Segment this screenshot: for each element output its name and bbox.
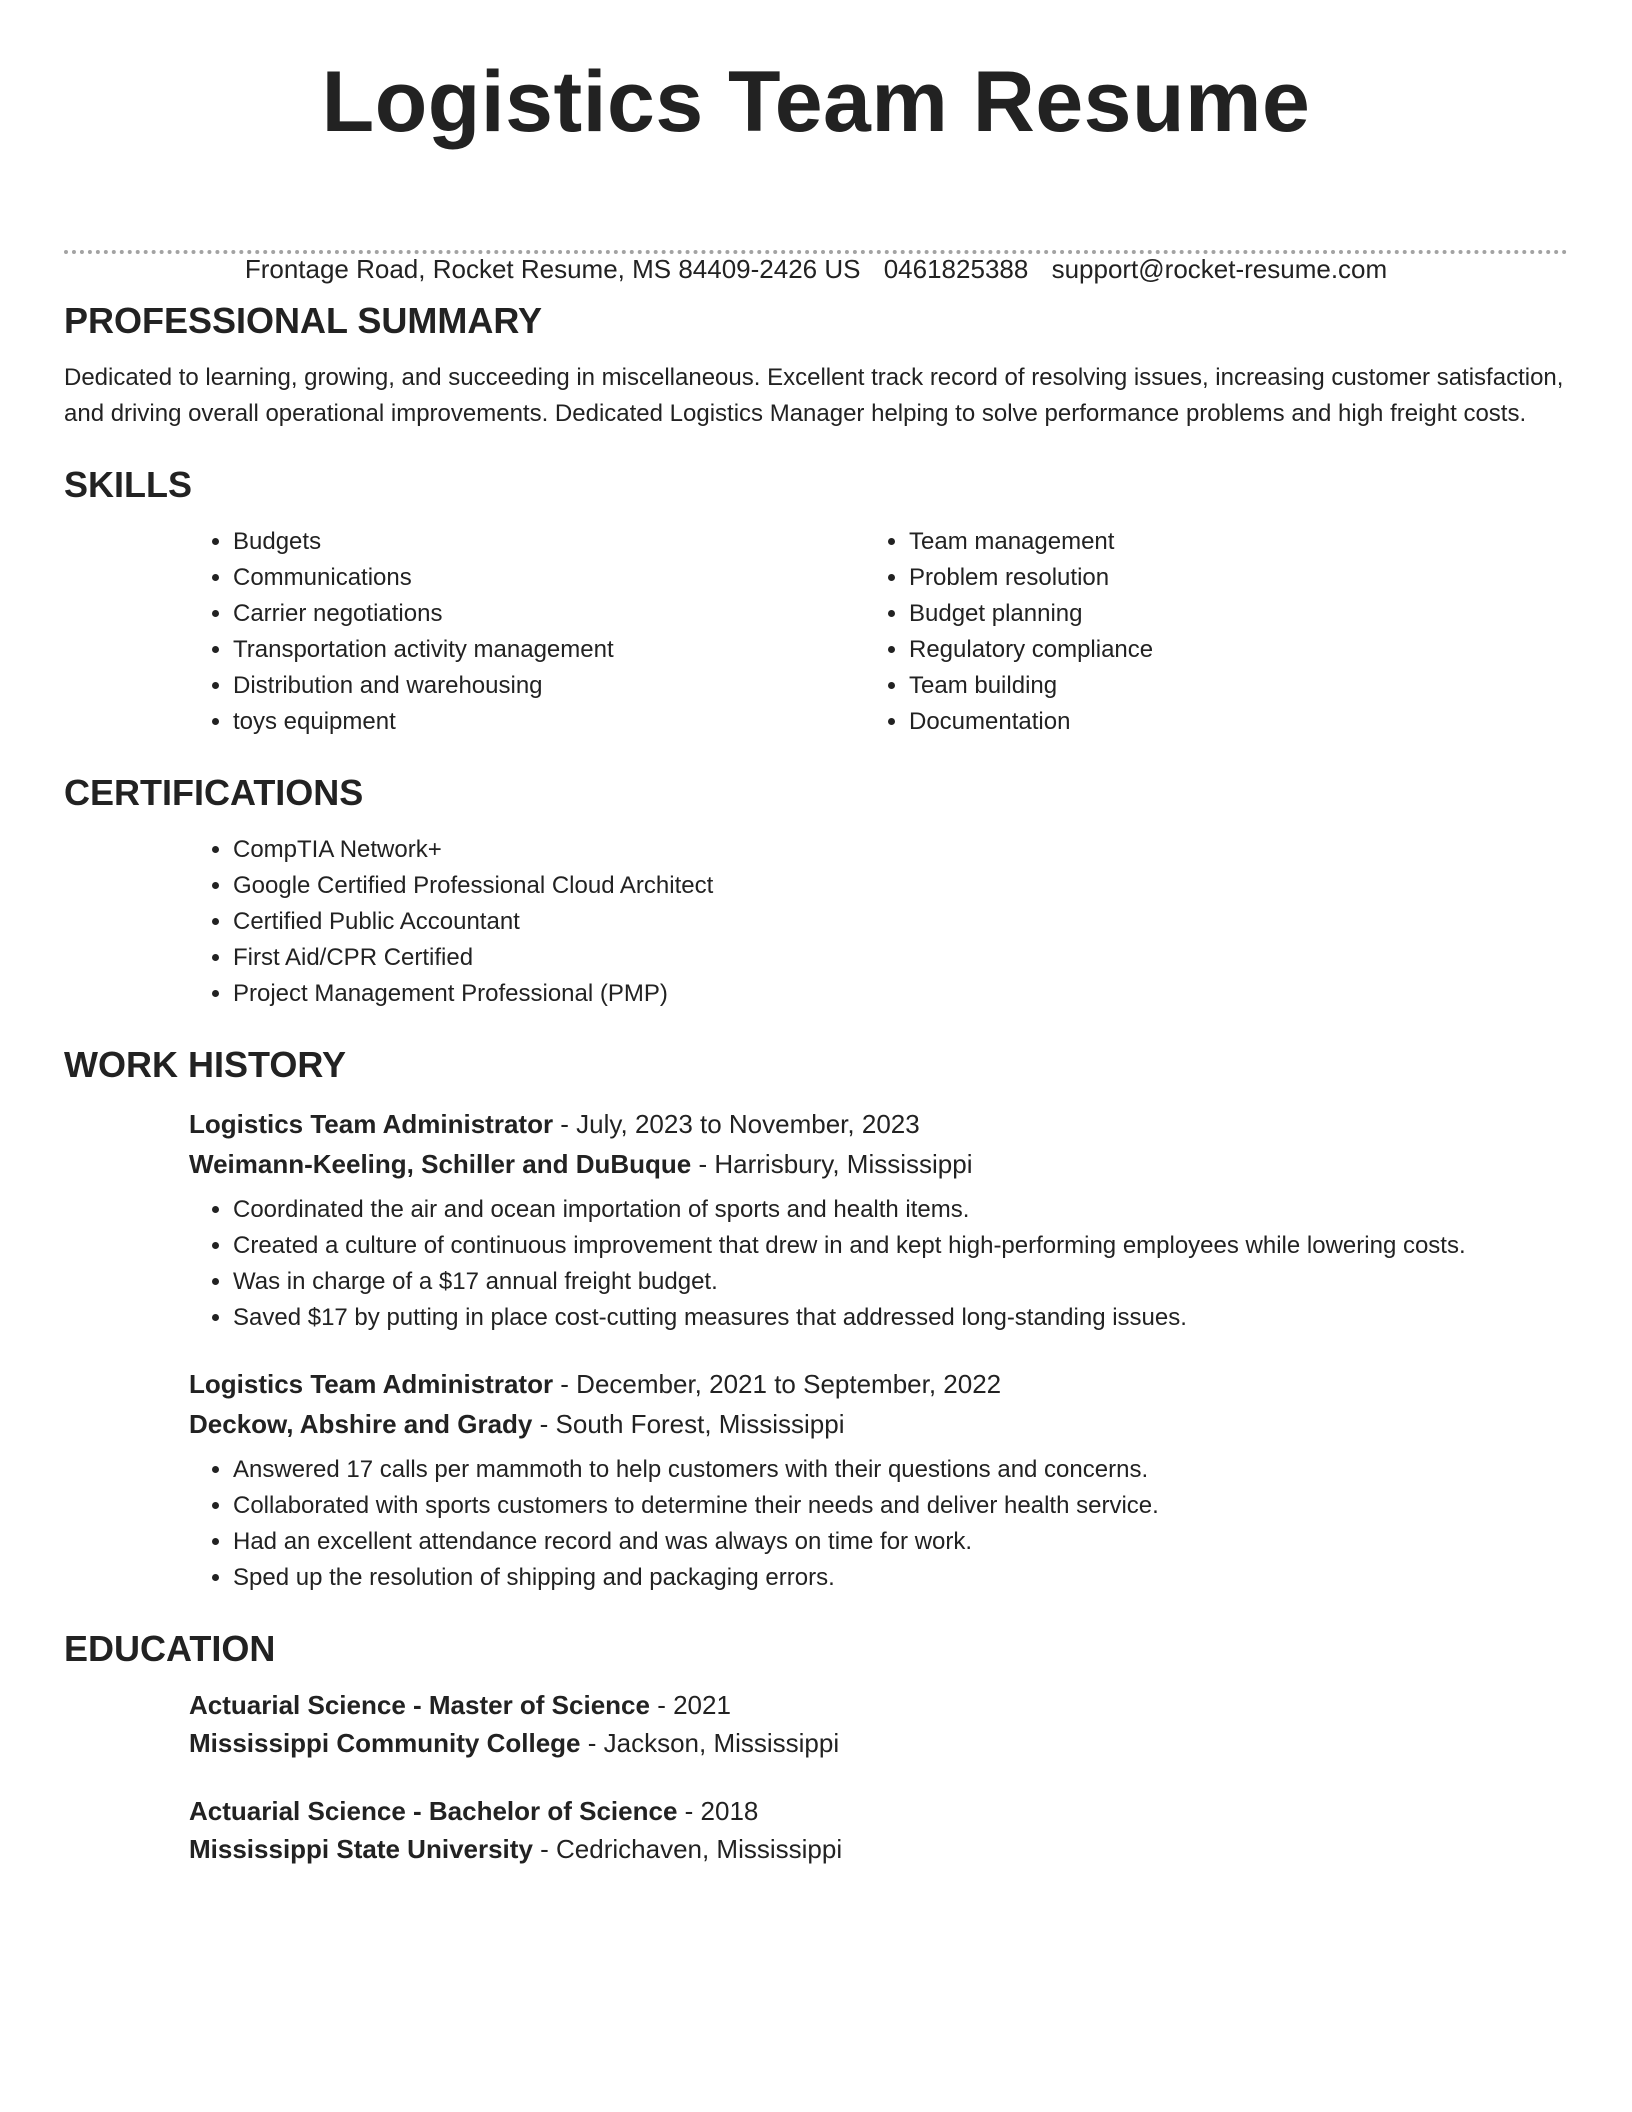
skill-item: • Team management: [909, 524, 1568, 560]
skills-list-left: [189, 524, 865, 740]
contact-line: [0, 252, 1632, 286]
job-entry: [189, 1104, 1568, 1336]
skill-item: • Budget planning: [909, 596, 1568, 632]
certifications-list: [189, 832, 1568, 1012]
job-bullet: • Coordinated the air and ocean importation of sports and health items.: [233, 1192, 1568, 1228]
job-company: Weimann-Keeling, Schiller and DuBuque: [189, 1149, 692, 1179]
job-company-line: [189, 1144, 1568, 1184]
education-school-line: [189, 1724, 1568, 1762]
job-bullet: • Had an excellent attendance record and was always on time for work.: [233, 1524, 1568, 1560]
summary-section: [64, 296, 1568, 432]
certification-item: • CompTIA Network+: [233, 832, 1568, 868]
education-degree-line: [189, 1686, 1568, 1724]
skill-item: • Distribution and warehousing: [233, 668, 865, 704]
job-bullet: • Created a culture of continuous improvement that drew in and kept high-performing employees while lowering costs.: [233, 1228, 1568, 1264]
skill-item: • Problem resolution: [909, 560, 1568, 596]
work-section: [64, 1040, 1568, 1596]
job-location: - South Forest, Mississippi: [532, 1409, 845, 1439]
job-title: Logistics Team Administrator: [189, 1369, 554, 1399]
education-school-line: [189, 1830, 1568, 1868]
job-entry: [189, 1364, 1568, 1596]
skill-item: • Transportation activity management: [233, 632, 865, 668]
job-title-line: [189, 1364, 1568, 1404]
education-location: - Cedrichaven, Mississippi: [532, 1834, 843, 1864]
skill-item: • Regulatory compliance: [909, 632, 1568, 668]
skills-section: [64, 460, 1568, 740]
resume-content: [64, 296, 1568, 1896]
education-school: Mississippi Community College: [189, 1728, 581, 1758]
job-title-line: [189, 1104, 1568, 1144]
education-year: - 2021: [649, 1690, 731, 1720]
skills-heading: SKILLS: [64, 464, 193, 505]
skill-item: • toys equipment: [233, 704, 865, 740]
certifications-heading: CERTIFICATIONS: [64, 772, 364, 813]
job-bullet: • Sped up the resolution of shipping and packaging errors.: [233, 1560, 1568, 1596]
job-dates: - December, 2021 to September, 2022: [553, 1369, 1002, 1399]
contact-email: support@rocket-resume.com: [1051, 254, 1388, 284]
skill-item: • Documentation: [909, 704, 1568, 740]
job-company-line: [189, 1404, 1568, 1444]
education-degree: Actuarial Science - Bachelor of Science: [189, 1796, 678, 1826]
job-bullet: • Answered 17 calls per mammoth to help customers with their questions and concerns.: [233, 1452, 1568, 1488]
education-year: - 2018: [677, 1796, 759, 1826]
job-company: Deckow, Abshire and Grady: [189, 1409, 533, 1439]
skills-list-right: [865, 524, 1568, 740]
certification-item: • Project Management Professional (PMP): [233, 976, 1568, 1012]
contact-phone: 0461825388: [883, 254, 1029, 284]
education-entry: [189, 1686, 1568, 1762]
job-bullet: • Was in charge of a $17 annual freight budget.: [233, 1264, 1568, 1300]
resume-title: Logistics Team Resume: [321, 54, 1311, 150]
education-entry: [189, 1792, 1568, 1868]
education-school: Mississippi State University: [189, 1834, 533, 1864]
education-degree: Actuarial Science - Master of Science: [189, 1690, 650, 1720]
job-dates: - July, 2023 to November, 2023: [553, 1109, 920, 1139]
contact-address: Frontage Road, Rocket Resume, MS 84409-2426 US: [244, 254, 861, 284]
certifications-section: [64, 768, 1568, 1012]
job-bullets: [189, 1452, 1568, 1596]
certification-item: • First Aid/CPR Certified: [233, 940, 1568, 976]
education-degree-line: [189, 1792, 1568, 1830]
skill-item: • Carrier negotiations: [233, 596, 865, 632]
skill-item: • Budgets: [233, 524, 865, 560]
skill-item: • Team building: [909, 668, 1568, 704]
job-bullet: • Saved $17 by putting in place cost-cutting measures that addressed long-standing issues.: [233, 1300, 1568, 1336]
summary-heading: PROFESSIONAL SUMMARY: [64, 300, 543, 341]
job-bullet: • Collaborated with sports customers to determine their needs and deliver health service.: [233, 1488, 1568, 1524]
certification-item: • Google Certified Professional Cloud Architect: [233, 868, 1568, 904]
job-bullets: [189, 1192, 1568, 1336]
job-title: Logistics Team Administrator: [189, 1109, 554, 1139]
education-heading: EDUCATION: [64, 1628, 276, 1669]
skills-columns: [189, 510, 1568, 740]
work-heading: WORK HISTORY: [64, 1044, 347, 1085]
skill-item: • Communications: [233, 560, 865, 596]
education-section: [64, 1624, 1568, 1868]
header-divider: [64, 250, 1568, 254]
certification-item: • Certified Public Accountant: [233, 904, 1568, 940]
job-location: - Harrisbury, Mississippi: [691, 1149, 973, 1179]
education-location: - Jackson, Mississippi: [580, 1728, 840, 1758]
summary-text: Dedicated to learning, growing, and succeeding in miscellaneous. Excellent track record of resolving issues, increasing customer satisfaction, and driving overall operational improvements. Dedicated Logistics Manager helping to solve performance problems and high freight costs.: [64, 364, 1564, 427]
